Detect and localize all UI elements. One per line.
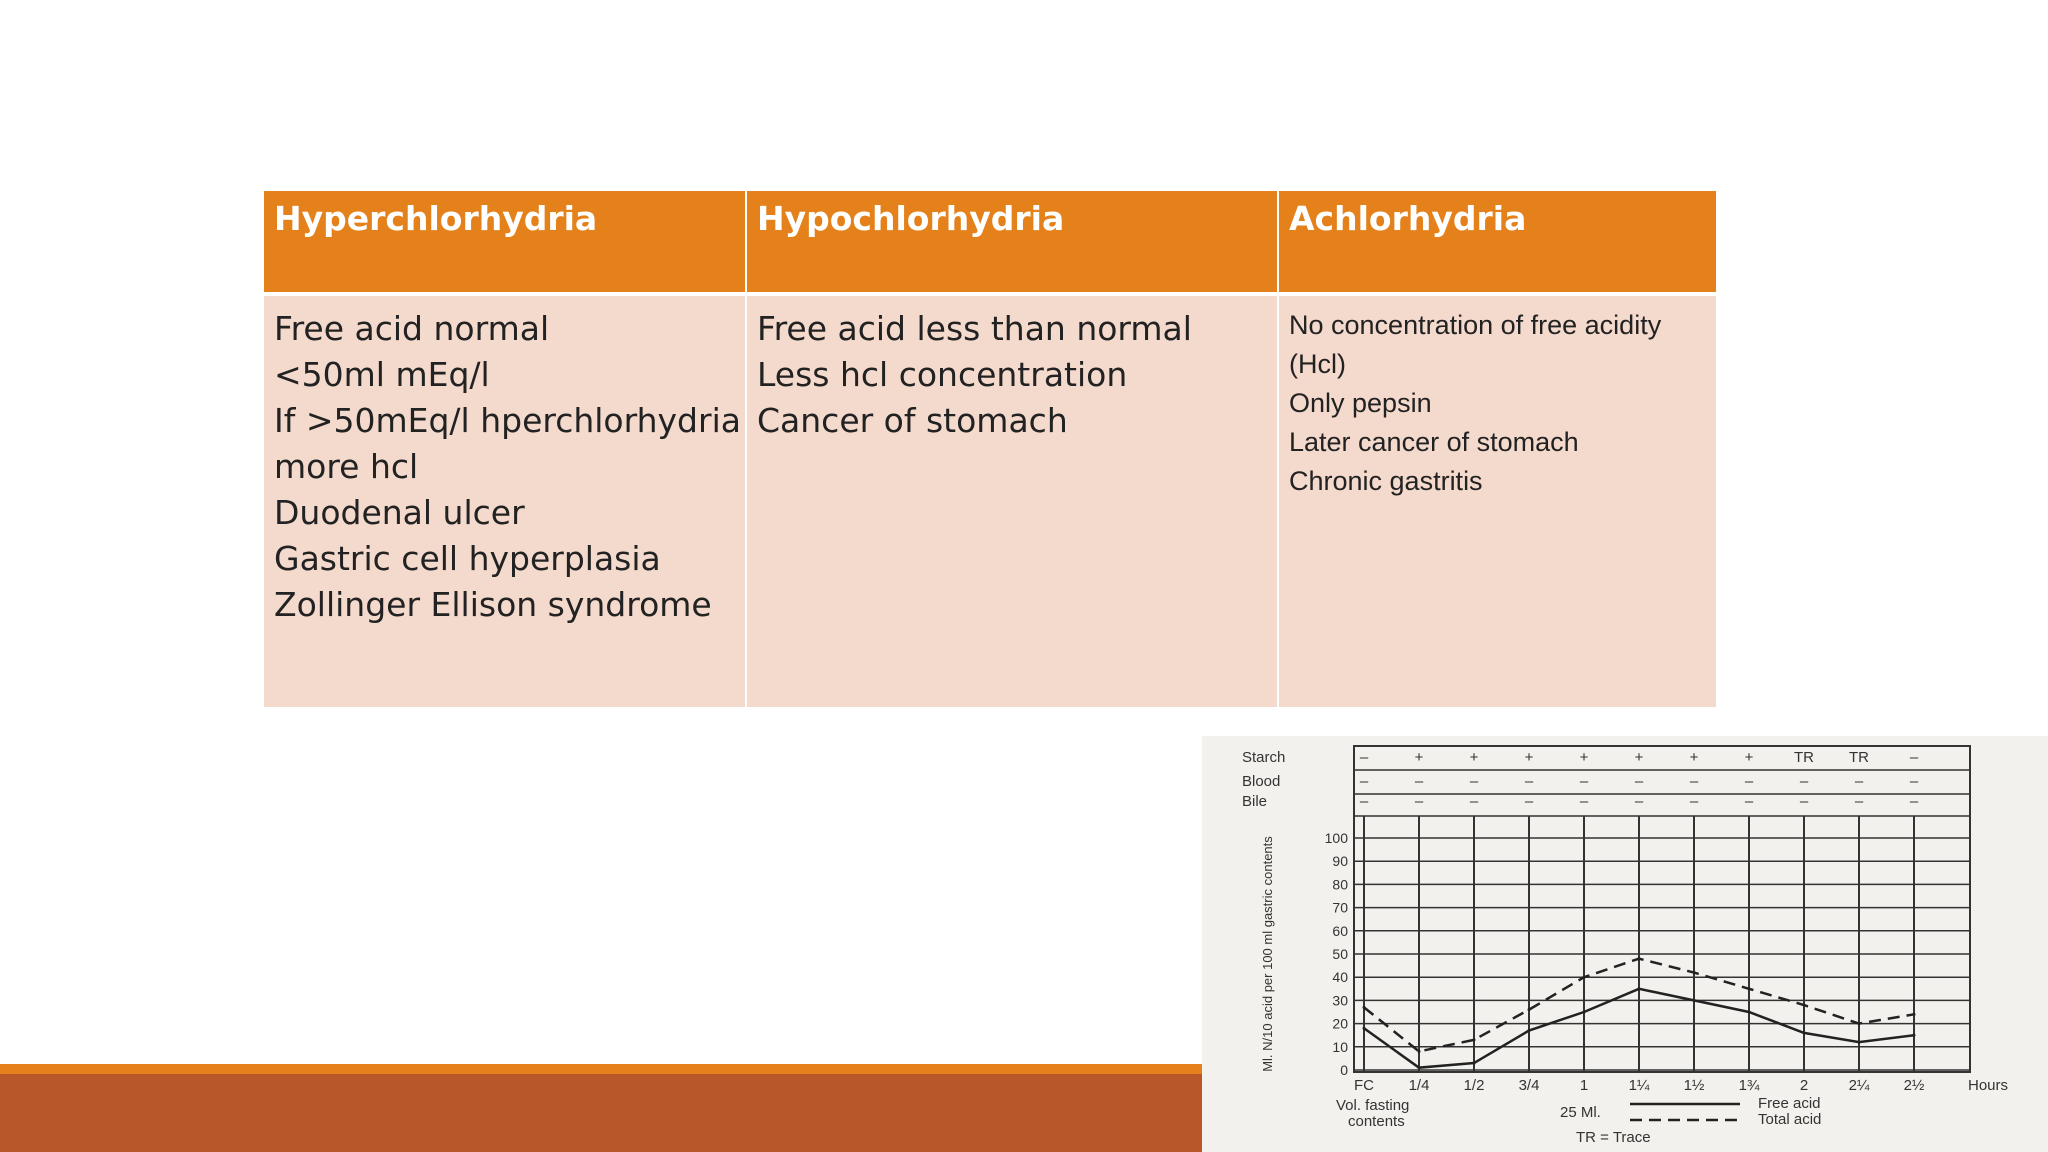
hyperchlorhydria-item: Free acid normal: [274, 309, 550, 348]
hyperchlorhydria-cell: [264, 294, 746, 707]
y-tick-label: 40: [1332, 969, 1348, 986]
row-mark: +: [1634, 749, 1644, 766]
row-mark: –: [1909, 793, 1919, 810]
row-label: Bile: [1242, 793, 1268, 810]
achlorhydria-list: [1289, 306, 1706, 501]
data-point: [1858, 1041, 1861, 1044]
data-point: [1418, 1050, 1421, 1053]
row-mark: –: [1359, 773, 1369, 790]
table-body-row: [264, 294, 1716, 707]
vol-fasting-label: Vol. fasting: [1336, 1097, 1410, 1114]
row-label: Blood: [1242, 773, 1281, 790]
row-mark: –: [1689, 773, 1699, 790]
row-mark: –: [1579, 773, 1589, 790]
chart-svg: [1202, 736, 2048, 1152]
data-point: [1638, 957, 1641, 960]
data-point: [1858, 1022, 1861, 1025]
data-point: [1473, 1038, 1476, 1041]
x-tick-label: 1¼: [1628, 1077, 1650, 1094]
x-tick-label: 3/4: [1518, 1077, 1540, 1094]
y-tick-label: 20: [1332, 1015, 1348, 1032]
x-tick-label: 1½: [1683, 1077, 1705, 1094]
data-point: [1748, 987, 1751, 990]
x-unit-label: Hours: [1968, 1077, 2009, 1094]
row-mark: –: [1414, 773, 1424, 790]
x-tick-label: 1¾: [1738, 1077, 1760, 1094]
row-mark: –: [1744, 773, 1754, 790]
data-point: [1638, 987, 1641, 990]
x-tick-label: 1/4: [1408, 1077, 1430, 1094]
achlorhydria-item: (Hcl): [1289, 349, 1346, 379]
data-point: [1803, 1004, 1806, 1007]
y-tick-label: 30: [1332, 992, 1348, 1009]
achlorhydria-cell: [1278, 294, 1716, 707]
x-tick-label: 2½: [1903, 1077, 1925, 1094]
row-mark: TR: [1794, 749, 1814, 766]
hypochlorhydria-cell: [746, 294, 1278, 707]
y-tick-label: 70: [1332, 899, 1348, 916]
row-mark: –: [1799, 793, 1809, 810]
row-mark: +: [1469, 749, 1479, 766]
vol-value-label: 25 Ml.: [1560, 1104, 1601, 1121]
hyperchlorhydria-item: Gastric cell hyperplasia: [274, 539, 661, 578]
row-mark: –: [1634, 793, 1644, 810]
vol-contents-label: contents: [1348, 1113, 1405, 1130]
achlorhydria-item: No concentration of free acidity: [1289, 310, 1662, 340]
footer-stripe: [0, 1064, 1204, 1074]
row-mark: TR: [1849, 749, 1869, 766]
row-mark: –: [1524, 773, 1534, 790]
y-tick-label: 60: [1332, 922, 1348, 939]
hyperchlorhydria-item: more hcl: [274, 447, 419, 486]
comparison-table: [264, 191, 1716, 707]
table-header-row: [264, 191, 1716, 294]
x-tick-label: 2: [1799, 1077, 1809, 1094]
row-mark: –: [1744, 793, 1754, 810]
legend-label-total-acid: Total acid: [1758, 1111, 1822, 1128]
header-hypochlorhydria: Hypochlorhydria: [746, 191, 1278, 294]
hypochlorhydria-item: Less hcl concentration: [757, 355, 1128, 394]
row-mark: +: [1689, 749, 1699, 766]
hypochlorhydria-item: Free acid less than normal: [757, 309, 1192, 348]
hypochlorhydria-list: [757, 306, 1267, 444]
row-mark: –: [1854, 773, 1864, 790]
header-achlorhydria: Achlorhydria: [1278, 191, 1716, 294]
data-point: [1473, 1062, 1476, 1065]
header-hyperchlorhydria: Hyperchlorhydria: [264, 191, 746, 294]
data-point: [1418, 1066, 1421, 1069]
hyperchlorhydria-item: If >50mEq/l hperchlorhydria: [274, 401, 741, 440]
data-point: [1363, 1027, 1366, 1030]
row-mark: –: [1579, 793, 1589, 810]
row-mark: –: [1469, 793, 1479, 810]
row-label: Starch: [1242, 749, 1286, 766]
data-point: [1583, 976, 1586, 979]
row-mark: –: [1634, 773, 1644, 790]
data-point: [1528, 1029, 1531, 1032]
x-tick-label: 1/2: [1463, 1077, 1485, 1094]
row-mark: +: [1579, 749, 1589, 766]
row-mark: +: [1524, 749, 1534, 766]
row-mark: –: [1359, 749, 1369, 766]
data-point: [1803, 1031, 1806, 1034]
hypochlorhydria-item: Cancer of stomach: [757, 401, 1068, 440]
data-point: [1528, 1008, 1531, 1011]
row-mark: +: [1414, 749, 1424, 766]
y-tick-label: 90: [1332, 853, 1348, 870]
gastric-analysis-chart: [1202, 736, 2048, 1152]
row-mark: –: [1524, 793, 1534, 810]
hyperchlorhydria-item: <50ml mEq/l: [274, 355, 490, 394]
data-point: [1748, 1011, 1751, 1014]
legend-label-free-acid: Free acid: [1758, 1095, 1821, 1112]
y-tick-label: 80: [1332, 876, 1348, 893]
data-point: [1583, 1011, 1586, 1014]
trace-note: TR = Trace: [1576, 1129, 1651, 1146]
data-point: [1693, 971, 1696, 974]
row-mark: –: [1469, 773, 1479, 790]
y-tick-label: 10: [1332, 1038, 1348, 1055]
hyperchlorhydria-item: Zollinger Ellison syndrome: [274, 585, 712, 624]
hyperchlorhydria-list: [274, 306, 741, 628]
row-mark: +: [1744, 749, 1754, 766]
data-point: [1693, 999, 1696, 1002]
hyperchlorhydria-item: Duodenal ulcer: [274, 493, 525, 532]
y-tick-label: 0: [1340, 1062, 1348, 1078]
row-mark: –: [1414, 793, 1424, 810]
x-tick-label: FC: [1354, 1077, 1374, 1094]
data-point: [1913, 1013, 1916, 1016]
row-mark: –: [1909, 749, 1919, 766]
footer-bar: [0, 1064, 1204, 1152]
row-mark: –: [1359, 793, 1369, 810]
achlorhydria-item: Only pepsin: [1289, 388, 1432, 418]
row-mark: –: [1689, 793, 1699, 810]
row-mark: –: [1799, 773, 1809, 790]
row-mark: –: [1854, 793, 1864, 810]
x-tick-label: 2¼: [1848, 1077, 1870, 1094]
row-mark: –: [1909, 773, 1919, 790]
y-tick-label: 50: [1332, 946, 1348, 962]
x-tick-label: 1: [1579, 1077, 1589, 1094]
achlorhydria-item: Chronic gastritis: [1289, 466, 1483, 496]
data-point: [1363, 1006, 1366, 1009]
y-tick-label: 100: [1324, 830, 1348, 846]
achlorhydria-item: Later cancer of stomach: [1289, 427, 1579, 457]
y-axis-label: Ml. N/10 acid per 100 ml gastric contents: [1260, 836, 1275, 1072]
data-point: [1913, 1034, 1916, 1037]
